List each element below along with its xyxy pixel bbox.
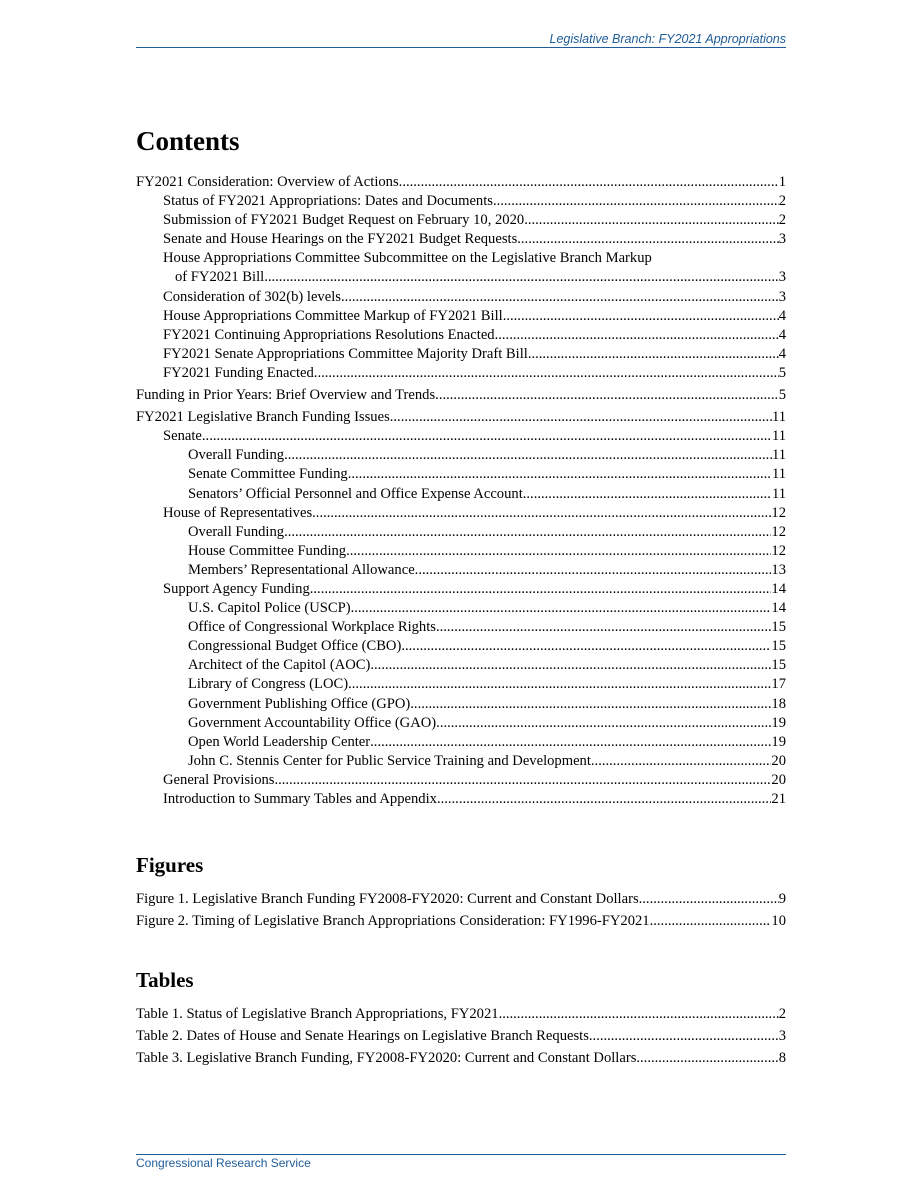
toc-entry-title: FY2021 Funding Enacted [163, 364, 314, 381]
toc-entry-page: 4 [778, 345, 786, 362]
toc-entry-title: Table 3. Legislative Branch Funding, FY2008-FY2020: Current and Constant Dollars [136, 1050, 637, 1067]
toc-entry-title: Introduction to Summary Tables and Appendix [163, 791, 437, 807]
toc-entry-title: Senators’ Official Personnel and Office Expense Account [188, 485, 523, 502]
toc-entry-title: FY2021 Continuing Appropriations Resolutions Enacted [163, 326, 495, 343]
toc-entry-title: FY2021 Legislative Branch Funding Issues [136, 409, 390, 426]
toc-entry-title: Members’ Representational Allowance [188, 561, 415, 578]
tables-heading: Tables [136, 968, 194, 992]
toc-leader-dots [499, 1005, 779, 1024]
toc-entry-page: 2 [778, 193, 786, 210]
toc-entry-page: 3 [778, 231, 786, 248]
toc-entry-page: 18 [771, 695, 786, 712]
toc-entry-page: 11 [771, 447, 786, 464]
toc-entry[interactable] [136, 386, 786, 405]
toc-entry-page: 21 [771, 791, 786, 807]
toc-entry-page: 12 [771, 542, 786, 559]
toc-entry-title: Library of Congress (LOC) [188, 676, 349, 693]
toc-entry-page: 8 [778, 1050, 786, 1067]
toc-entry-title: Open World Leadership Center [188, 733, 371, 750]
toc-leader-dots [650, 912, 772, 931]
toc-entry-page: 2 [778, 1006, 786, 1022]
toc-entry[interactable] [136, 307, 786, 326]
toc-entry-title: Office of Congressional Workplace Rights [188, 619, 436, 636]
figure-list-entry[interactable] [136, 912, 786, 931]
toc-entry-page: 17 [771, 676, 786, 693]
toc-entry[interactable] [136, 675, 786, 694]
toc-leader-dots [202, 427, 772, 446]
toc-entry[interactable] [136, 173, 786, 192]
table-list-entry[interactable] [136, 1027, 786, 1046]
toc-entry-page: 4 [778, 307, 786, 324]
toc-entry-page: 11 [771, 428, 786, 445]
toc-entry[interactable] [136, 249, 786, 287]
toc-entry-title: House Appropriations Committee Markup of FY2021 Bill [163, 307, 503, 324]
toc-leader-dots [284, 446, 772, 465]
toc-entry[interactable] [136, 599, 786, 618]
toc-entry-page: 4 [778, 326, 786, 343]
toc-leader-dots [348, 465, 772, 484]
toc-entry-title: Funding in Prior Years: Brief Overview and Trends [136, 387, 436, 404]
figures-list [136, 890, 786, 931]
toc-entry[interactable] [136, 561, 786, 580]
toc-entry-title: Table 2. Dates of House and Senate Hearings on Legislative Branch Requests [136, 1028, 589, 1045]
toc-entry[interactable] [136, 485, 786, 504]
tables-list [136, 1005, 786, 1068]
toc-entry[interactable] [136, 427, 786, 446]
toc-leader-dots [312, 504, 771, 523]
toc-leader-dots [399, 173, 779, 192]
toc-leader-dots [523, 485, 772, 504]
toc-entry-page: 15 [771, 657, 786, 674]
toc-entry-page: 11 [771, 409, 786, 426]
toc-leader-dots [437, 790, 771, 809]
toc-entry[interactable] [136, 364, 786, 383]
toc-entry-title: Consideration of 302(b) levels [163, 288, 341, 305]
toc-entry-title: Figure 1. Legislative Branch Funding FY2008-FY2020: Current and Constant Dollars [136, 891, 639, 907]
toc-entry-title: Congressional Budget Office (CBO) [188, 638, 402, 655]
toc-leader-dots [346, 542, 771, 561]
toc-entry-title: Overall Funding [188, 447, 285, 464]
toc-entry-title: Senate and House Hearings on the FY2021 Budget Requests [163, 231, 518, 248]
toc-entry[interactable] [136, 542, 786, 561]
toc-entry-page: 10 [771, 913, 786, 930]
toc-entry[interactable] [136, 733, 786, 752]
contents-list [136, 173, 786, 809]
figures-heading: Figures [136, 853, 204, 877]
toc-entry[interactable] [136, 408, 786, 427]
toc-entry-title: FY2021 Senate Appropriations Committee Majority Draft Bill [163, 345, 528, 362]
toc-leader-dots [401, 637, 771, 656]
toc-entry[interactable] [136, 637, 786, 656]
toc-leader-dots [370, 733, 771, 752]
toc-leader-dots [493, 192, 779, 211]
toc-leader-dots [390, 408, 772, 427]
toc-entry-title: Figure 2. Timing of Legislative Branch Appropriations Consideration: FY1996-FY2021 [136, 913, 650, 930]
toc-leader-dots [436, 618, 771, 637]
toc-entry-page: 9 [778, 891, 786, 907]
toc-entry[interactable] [136, 465, 786, 484]
toc-entry-title: General Provisions [163, 771, 275, 788]
toc-entry[interactable] [136, 192, 786, 211]
toc-entry-page: 20 [771, 752, 786, 769]
toc-leader-dots [517, 230, 778, 249]
toc-entry-page: 12 [771, 504, 786, 521]
toc-leader-dots [436, 714, 771, 733]
toc-entry-title-continued: of FY2021 Bill [175, 269, 265, 286]
toc-entry[interactable] [136, 695, 786, 714]
toc-entry-title: John C. Stennis Center for Public Service Training and Development [188, 752, 591, 769]
toc-entry[interactable] [136, 752, 786, 771]
toc-leader-dots [284, 523, 771, 542]
toc-entry-title: Government Publishing Office (GPO) [188, 695, 411, 712]
toc-entry[interactable] [136, 580, 786, 599]
toc-entry[interactable] [136, 504, 786, 523]
toc-leader-dots [341, 288, 779, 307]
running-footer [136, 1154, 786, 1171]
toc-entry-page: 19 [771, 733, 786, 750]
toc-entry[interactable] [136, 288, 786, 307]
toc-entry-title: Submission of FY2021 Budget Request on February 10, 2020 [163, 212, 525, 229]
running-header-title: Legislative Branch: FY2021 Appropriations [549, 32, 786, 46]
toc-entry-title: Overall Funding [188, 523, 285, 540]
toc-entry-title: House Committee Funding [188, 542, 347, 559]
toc-entry-page: 19 [771, 714, 786, 731]
toc-entry-page: 11 [771, 485, 786, 502]
toc-entry[interactable] [136, 656, 786, 675]
toc-entry[interactable] [136, 326, 786, 345]
toc-entry-page: 14 [771, 580, 786, 597]
toc-entry-page: 15 [771, 638, 786, 655]
toc-entry-title: Table 1. Status of Legislative Branch Appropriations, FY2021 [136, 1006, 499, 1022]
toc-entry[interactable] [136, 618, 786, 637]
table-list-entry[interactable] [136, 1005, 786, 1024]
toc-leader-dots [310, 580, 772, 599]
toc-entry-title: FY2021 Consideration: Overview of Actions [136, 174, 399, 190]
toc-leader-dots [524, 211, 779, 230]
toc-entry[interactable] [136, 714, 786, 733]
toc-leader-dots [314, 364, 779, 383]
toc-entry-title: House of Representatives [163, 504, 313, 521]
toc-entry[interactable] [136, 790, 786, 809]
toc-entry-title: Government Accountability Office (GAO) [188, 714, 437, 731]
toc-leader-dots [495, 326, 779, 345]
toc-entry-title: Status of FY2021 Appropriations: Dates and Documents [163, 193, 493, 210]
toc-entry-page: 5 [778, 387, 786, 404]
toc-entry-page: 15 [771, 619, 786, 636]
toc-leader-dots [591, 752, 772, 771]
toc-leader-dots [415, 561, 772, 580]
table-list-entry[interactable] [136, 1049, 786, 1068]
toc-entry-page: 3 [778, 269, 786, 286]
toc-entry-page: 14 [771, 600, 786, 617]
contents-heading: Contents [136, 126, 240, 156]
toc-entry-title: Support Agency Funding [163, 580, 310, 597]
toc-leader-dots [264, 268, 779, 287]
toc-leader-dots [636, 1049, 778, 1068]
toc-entry-title: House Appropriations Committee Subcommittee on the Legislative Branch Markup [163, 250, 652, 267]
toc-leader-dots [351, 599, 772, 618]
toc-entry[interactable] [136, 230, 786, 249]
toc-entry-page: 3 [778, 288, 786, 305]
toc-entry-page: 3 [778, 1028, 786, 1045]
toc-leader-dots [528, 345, 779, 364]
toc-leader-dots [589, 1027, 779, 1046]
toc-entry-page: 1 [778, 174, 786, 190]
toc-entry[interactable] [136, 211, 786, 230]
toc-entry-page: 5 [778, 364, 786, 381]
toc-entry-page: 20 [771, 771, 786, 788]
toc-entry[interactable] [136, 523, 786, 542]
toc-entry-title: Senate Committee Funding [188, 466, 348, 483]
toc-leader-dots [370, 656, 771, 675]
toc-entry-title: U.S. Capitol Police (USCP) [188, 600, 351, 617]
toc-entry-page: 11 [771, 466, 786, 483]
toc-leader-dots [274, 771, 771, 790]
toc-leader-dots [435, 386, 779, 405]
toc-leader-dots [410, 695, 771, 714]
toc-entry-title: Senate [163, 428, 202, 445]
toc-entry[interactable] [136, 446, 786, 465]
figure-list-entry[interactable] [136, 890, 786, 909]
toc-entry-title: Architect of the Capitol (AOC) [188, 657, 371, 674]
toc-entry[interactable] [136, 771, 786, 790]
toc-entry-page: 13 [771, 561, 786, 578]
toc-leader-dots [639, 890, 779, 909]
toc-entry-page: 2 [778, 212, 786, 229]
toc-leader-dots [348, 675, 771, 694]
running-header [136, 32, 786, 48]
toc-leader-dots [503, 307, 779, 326]
toc-entry[interactable] [136, 345, 786, 364]
footer-publisher: Congressional Research Service [136, 1156, 311, 1170]
toc-entry-page: 12 [771, 523, 786, 540]
